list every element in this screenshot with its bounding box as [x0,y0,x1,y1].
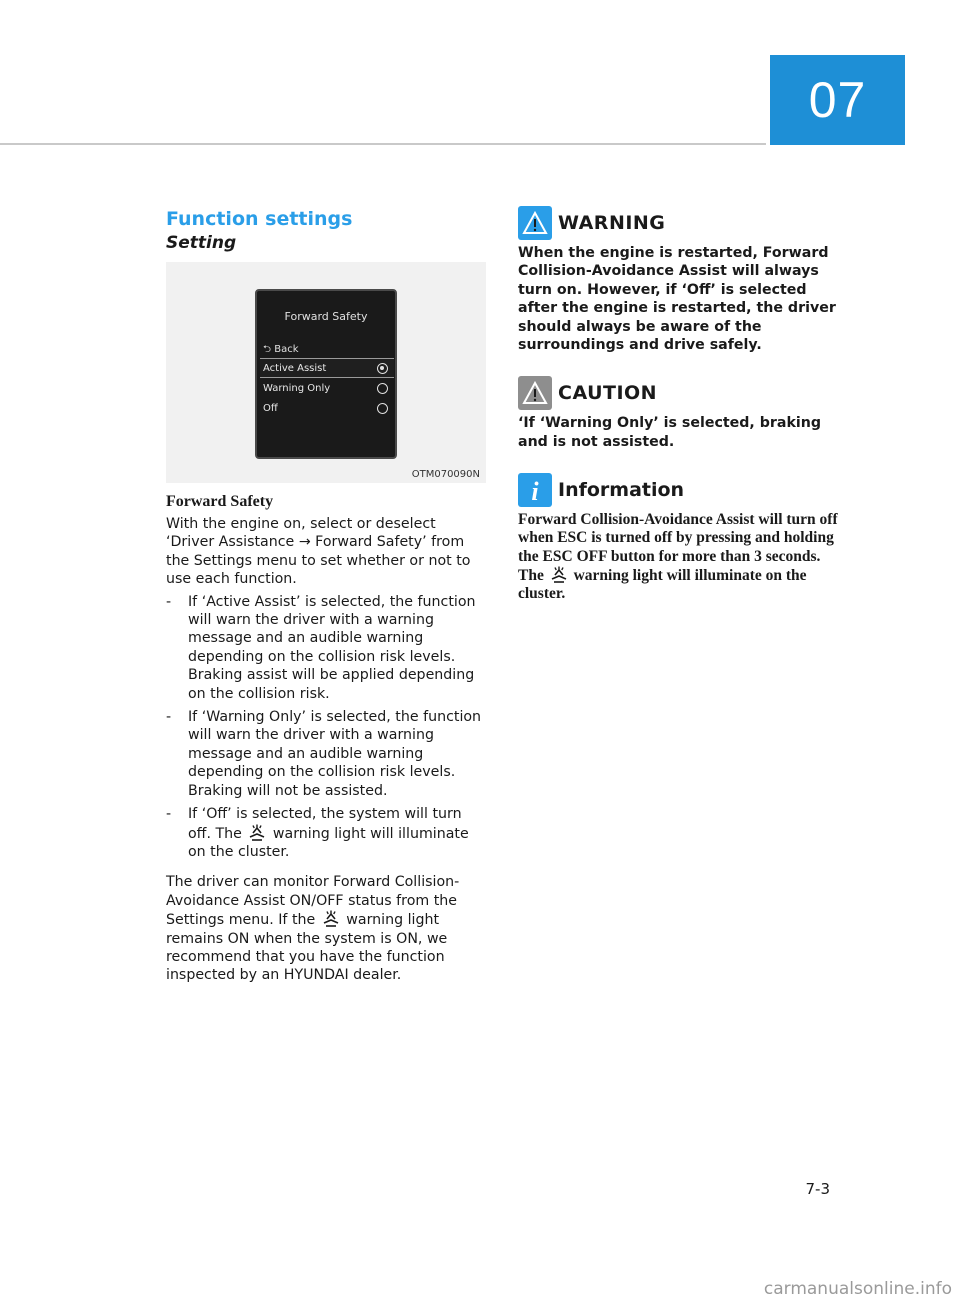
screen-back-item [263,342,298,359]
caution-notice [518,376,840,451]
header-rule [0,143,766,145]
information-notice [518,473,840,603]
svg-text:i: i [531,477,539,507]
info-icon [518,473,552,507]
watermark: carmanualsonline.info [763,1279,952,1299]
screen-back-label: Back [274,344,299,355]
radio-empty-icon [377,403,388,414]
list-item: - If ‘Warning Only’ is selected, the function will warn the driver with a warning message and an audible warning depending on the collision risk levels. Braking will not be assisted. [166,709,482,799]
fca-warning-light-icon [247,824,267,842]
left-column [166,206,488,985]
list-item: - If ‘Off’ is selected, the system will turn off. The warning light will illuminate on the cluster. [166,806,469,860]
section-title: Function settings [166,208,353,230]
list-item: - If ‘Active Assist’ is selected, the function will warn the driver with a warning message and an audible warning depending on the collision risk levels. Braking assist will be applied depending on the collision risk. [166,593,476,702]
screen-title: Forward Safety [284,310,368,323]
chapter-tab: 07 [770,55,905,145]
page-number: 7-3 [805,1180,830,1198]
information-text: Forward Collision-Avoidance Assist will turn off when ESC is turned off by pressing and holding the ESC OFF button for more than 3 seconds. The warning light will illuminate on the cluster. [518,511,838,603]
monitor-paragraph: The driver can monitor Forward Collision-Avoidance Assist ON/OFF status from the Settings menu. If the warning light remains ON when the system is ON, we recommend that you have the function inspected by an HYUNDAI dealer. [166,874,460,984]
option-off: Off [260,399,394,419]
warning-triangle-icon [518,206,552,240]
option-active-assist: Active Assist [260,358,394,378]
caution-triangle-icon [518,376,552,410]
cluster-screen [255,289,397,459]
warning-text: When the engine is restarted, Forward Collision-Avoidance Assist will always turn on. However, if ‘Off’ is selected after the engine is restarted, the driver should always be aware of the surroundings and drive safely. [518,245,836,354]
information-label: Information [558,479,685,502]
fca-warning-light-icon [321,910,341,928]
right-column [518,206,840,625]
option-list [166,593,488,862]
figure-code: OTM070090N [411,469,480,480]
radio-selected-icon [377,363,388,374]
forward-safety-figure [166,262,486,483]
caution-label: CAUTION [558,382,658,405]
forward-safety-heading: Forward Safety [166,493,274,510]
caution-text: ‘If ‘Warning Only’ is selected, braking and is not assisted. [518,415,822,450]
back-arrow-icon: ⮌ [263,344,272,355]
intro-paragraph: With the engine on, select or deselect ‘Driver Assistance → Forward Safety’ from the Settings menu to set whether or not to use each function. [166,516,471,588]
warning-notice [518,206,840,354]
fca-warning-light-icon [549,566,569,584]
warning-label: WARNING [558,212,666,234]
radio-empty-icon [377,383,388,394]
section-subtitle: Setting [166,233,237,253]
option-warning-only: Warning Only [260,379,394,399]
